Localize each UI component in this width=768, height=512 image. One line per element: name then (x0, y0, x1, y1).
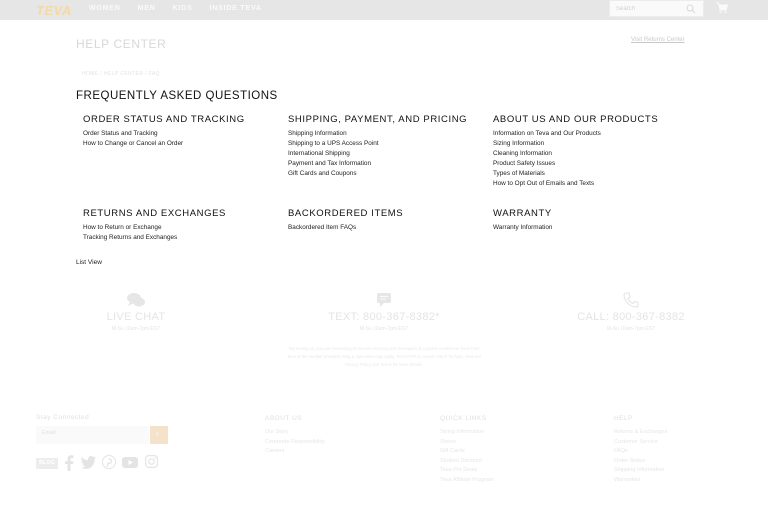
cart-icon[interactable] (716, 2, 728, 14)
call-block[interactable] (571, 292, 691, 332)
text-block[interactable] (314, 292, 454, 332)
footer-link[interactable]: Customer Service (614, 438, 658, 445)
email-submit-button[interactable] (150, 426, 168, 444)
faq-link[interactable]: Warranty Information (493, 224, 553, 231)
about-us-links (265, 428, 325, 457)
faq-link[interactable]: Payment and Tax Information (288, 160, 372, 167)
quick-links (440, 428, 493, 486)
text-disclaimer: *By texting us, you are consenting to receive recurring text messages at a phone number we have from Teva at the number provided. Msg & data rates may apply. Text STOP to cancel. HELP for help. View our Privacy Policy and Terms for more details. (286, 346, 482, 367)
faq-link[interactable]: Product Safety Issues (493, 160, 556, 167)
faq-link[interactable]: Types of Materials (493, 170, 545, 177)
faq-link[interactable]: International Shipping (288, 150, 350, 157)
faq-section-about-us (493, 114, 658, 189)
phone-icon (623, 292, 639, 308)
footer-link[interactable]: Corporate Responsibility (265, 438, 325, 445)
search-box (609, 0, 704, 17)
footer-link[interactable]: Sizing Information (440, 429, 485, 435)
instagram-icon[interactable] (145, 455, 158, 468)
help-heading: HELP (614, 415, 633, 422)
footer-link[interactable]: FAQs (614, 448, 628, 455)
faq-section-returns (83, 208, 226, 243)
arrow-right-icon: › (156, 429, 159, 438)
faq-link[interactable]: Cleaning Information (493, 150, 552, 157)
footer-link[interactable]: Teva Affiliate Program (440, 476, 494, 483)
footer-link[interactable]: Warranties (614, 476, 641, 483)
faq-link[interactable]: Information on Teva and Our Products (493, 130, 601, 137)
footer-link[interactable]: Returns & Exchanges (614, 429, 668, 435)
quick-links-heading: QUICK LINKS (440, 415, 487, 422)
footer-link[interactable]: Stores (440, 438, 456, 445)
help-links (614, 428, 667, 486)
faq-link[interactable]: Sizing Information (493, 140, 545, 147)
section-title: ORDER STATUS AND TRACKING (83, 114, 245, 125)
list-view-link[interactable]: List View (76, 259, 102, 266)
live-chat-hours: M-Su 10am-7pm EST (111, 326, 161, 332)
section-title: SHIPPING, PAYMENT, AND PRICING (288, 114, 468, 125)
section-title: WARRANTY (493, 208, 552, 219)
footer-link[interactable]: Student Discount (440, 457, 482, 464)
about-us-heading: ABOUT US (265, 415, 303, 422)
faq-section-order-status (83, 114, 245, 149)
nav-men[interactable]: MEN (137, 5, 156, 12)
teva-logo[interactable]: TEVA (36, 3, 72, 18)
page-title: HELP CENTER (76, 37, 167, 51)
faq-link[interactable]: How to Change or Cancel an Order (83, 140, 184, 147)
faq-link[interactable]: Order Status and Tracking (83, 130, 158, 137)
visit-returns-center-link[interactable]: Visit Returns Center (631, 37, 685, 43)
twitter-icon[interactable] (81, 456, 96, 469)
stay-connected-heading: Stay Connected (36, 414, 90, 421)
nav-kids[interactable]: KIDS (172, 5, 193, 12)
pinterest-icon[interactable] (102, 455, 116, 469)
call-title[interactable]: CALL: 800-367-8382 (577, 311, 685, 323)
chat-bubbles-icon (126, 292, 146, 308)
footer-link[interactable]: Shipping Information (614, 467, 665, 474)
faq-section-shipping (288, 114, 467, 179)
footer-link[interactable]: Order Status (614, 457, 646, 464)
call-hours: M-Su 10am-7pm EST (606, 326, 656, 332)
blog-link[interactable]: BLOG (36, 458, 58, 469)
text-title[interactable]: TEXT: 800-367-8382* (328, 311, 440, 323)
text-hours: M-Su 10am-7pm EST (359, 326, 409, 332)
breadcrumb: HOME / HELP CENTER / FAQ (82, 71, 160, 77)
email-signup-box (36, 426, 149, 444)
search-icon[interactable] (686, 4, 696, 14)
search-input[interactable] (616, 4, 684, 14)
youtube-icon[interactable] (122, 457, 138, 468)
section-title: ABOUT US AND OUR PRODUCTS (493, 114, 659, 125)
faq-section-backordered (288, 208, 403, 233)
faq-link[interactable]: Shipping to a UPS Access Point (288, 140, 379, 147)
nav-women[interactable]: WOMEN (89, 5, 121, 12)
faq-link[interactable]: How to Opt Out of Emails and Texts (493, 180, 595, 187)
live-chat-title[interactable]: LIVE CHAT (106, 311, 166, 323)
main-nav (89, 5, 279, 12)
live-chat-block[interactable] (86, 292, 186, 332)
faq-heading: FREQUENTLY ASKED QUESTIONS (76, 90, 278, 102)
site-header (0, 0, 768, 20)
faq-link[interactable]: Tracking Returns and Exchanges (83, 234, 178, 241)
section-title: RETURNS AND EXCHANGES (83, 208, 226, 219)
footer-link[interactable]: Our Story (265, 429, 289, 435)
faq-link[interactable]: Gift Cards and Coupons (288, 170, 357, 177)
text-message-icon (376, 292, 392, 308)
footer-link[interactable]: Teva Pro Deals (440, 467, 478, 474)
email-field[interactable] (42, 430, 142, 436)
footer-link[interactable]: Careers (265, 448, 285, 455)
faq-section-warranty (493, 208, 552, 233)
nav-inside-teva[interactable]: INSIDE TEVA (209, 5, 262, 12)
facebook-icon[interactable] (64, 455, 74, 471)
faq-link[interactable]: How to Return or Exchange (83, 224, 162, 231)
footer-link[interactable]: Gift Cards (440, 448, 465, 455)
faq-link[interactable]: Shipping Information (288, 130, 347, 137)
faq-link[interactable]: Backordered Item FAQs (288, 224, 357, 231)
section-title: BACKORDERED ITEMS (288, 208, 404, 219)
